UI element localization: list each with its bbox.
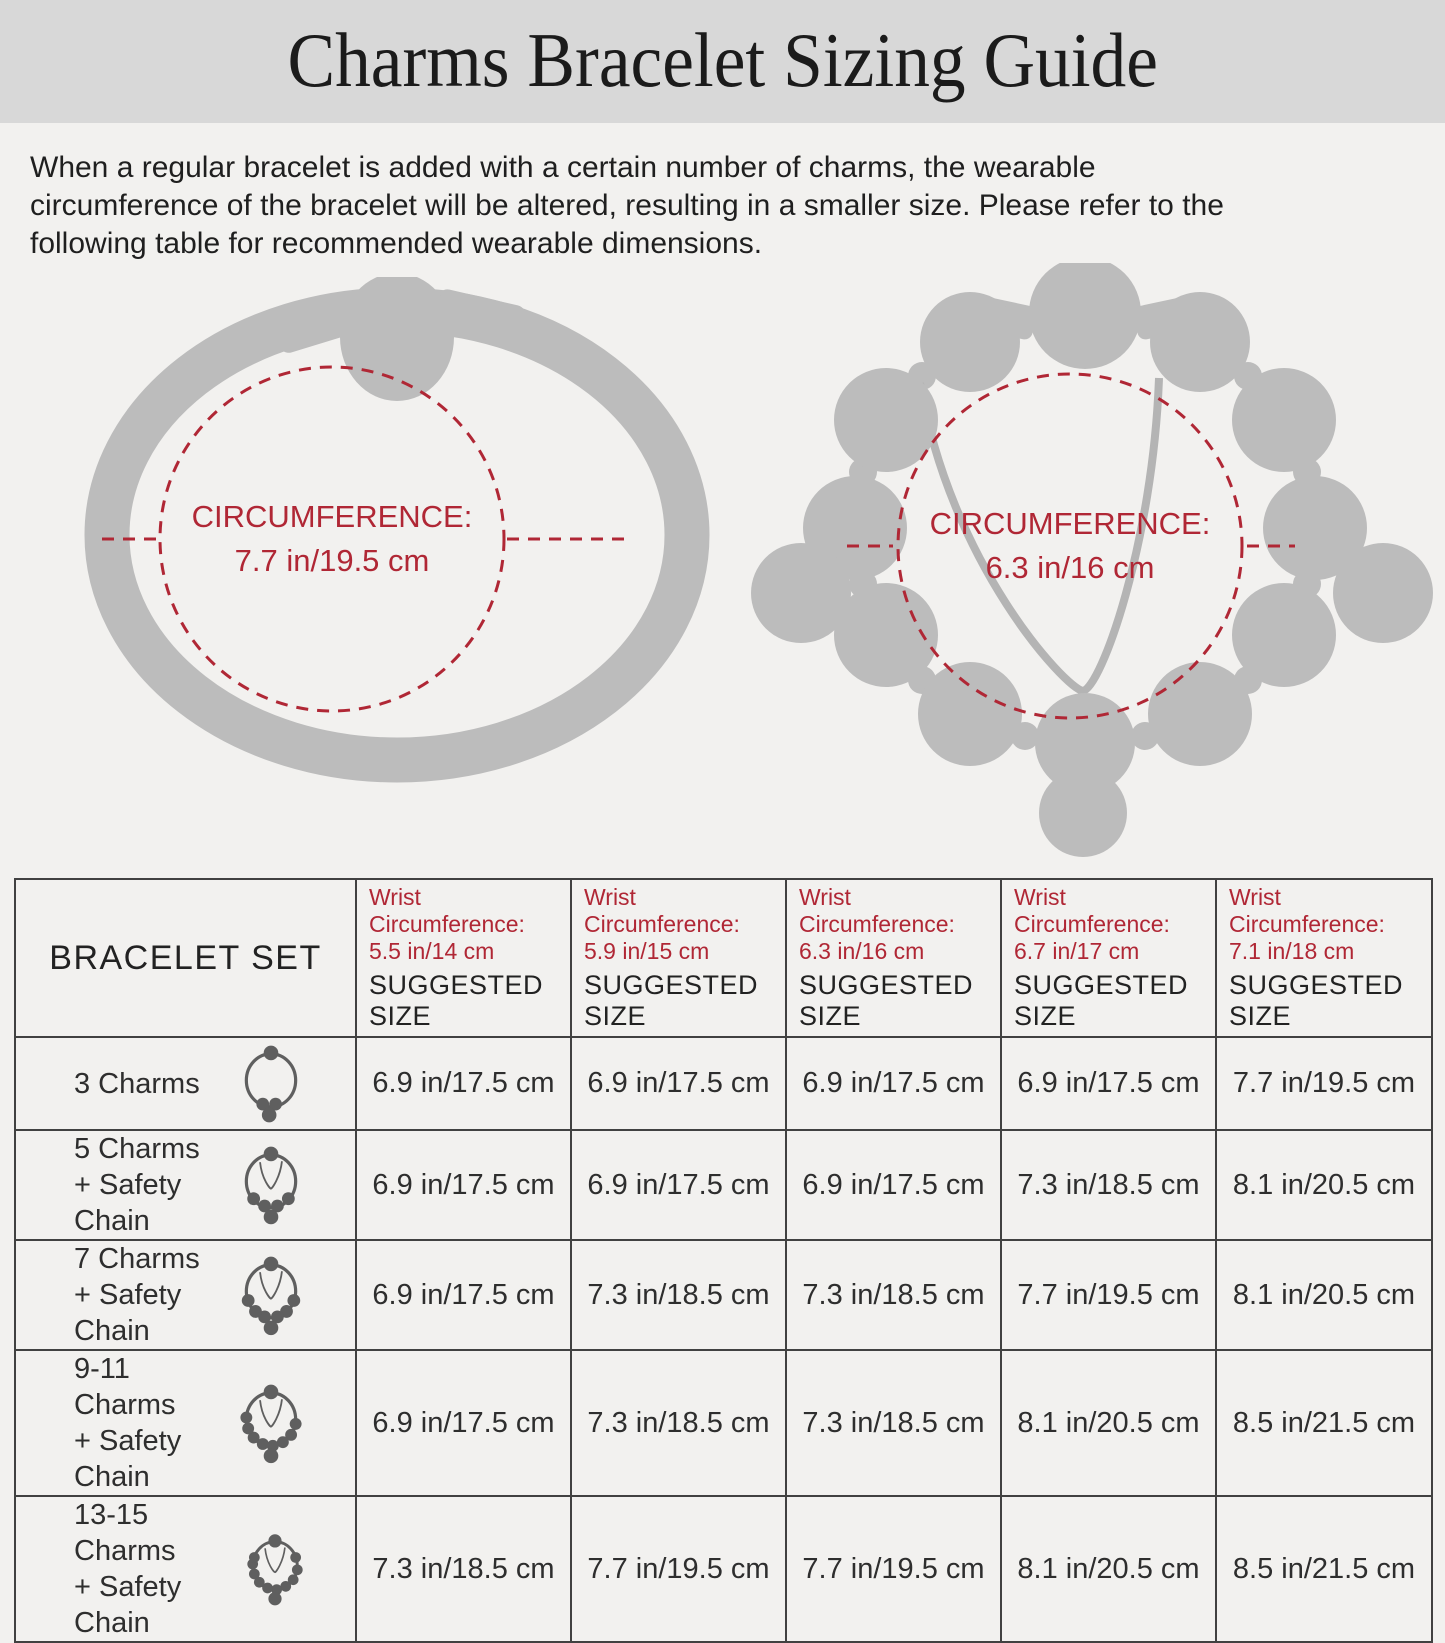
wrist-circumference-label: Wrist Circumference: xyxy=(1014,884,1170,937)
title-band xyxy=(0,0,1445,123)
bracelet-3-charms-icon xyxy=(229,1042,313,1126)
column-header-2 xyxy=(571,879,786,1037)
suggested-size-label: SUGGESTED SIZE xyxy=(584,970,759,1031)
size-value: 6.9 in/17.5 cm xyxy=(1001,1037,1216,1130)
size-value: 8.5 in/21.5 cm xyxy=(1216,1496,1432,1642)
wrist-circumference-value: 6.3 in/16 cm xyxy=(799,938,925,964)
bracelet-set-cell xyxy=(15,1240,356,1350)
size-value: 8.1 in/20.5 cm xyxy=(1216,1240,1432,1350)
wrist-circumference-value: 5.9 in/15 cm xyxy=(584,938,710,964)
set-chain: + Safety Chain xyxy=(74,1169,182,1237)
size-value: 7.3 in/18.5 cm xyxy=(356,1496,571,1642)
sizing-table xyxy=(14,878,1433,1643)
bracelet-set-header: BRACELET SET xyxy=(15,879,356,1037)
size-value: 6.9 in/17.5 cm xyxy=(786,1130,1001,1240)
size-value: 7.7 in/19.5 cm xyxy=(571,1496,786,1642)
wrist-circumference-label: Wrist Circumference: xyxy=(369,884,525,937)
wrist-circumference-label: Wrist Circumference: xyxy=(584,884,740,937)
suggested-size-label: SUGGESTED SIZE xyxy=(1014,970,1189,1031)
size-value: 8.1 in/20.5 cm xyxy=(1001,1496,1216,1642)
set-chain: + Safety Chain xyxy=(74,1571,182,1639)
circumference-value: 6.3 in/16 cm xyxy=(985,550,1155,585)
set-name: 13-15 Charms xyxy=(74,1499,176,1567)
table-row xyxy=(15,1496,1432,1642)
intro-line-1: When a regular bracelet is added with a certain number of charms, the wearable xyxy=(30,151,1096,184)
plain-bracelet-illustration xyxy=(62,277,722,873)
bracelet-13-15-charms-icon xyxy=(237,1531,313,1607)
bracelet-set-cell xyxy=(15,1350,356,1496)
size-value: 8.5 in/21.5 cm xyxy=(1216,1350,1432,1496)
wrist-circumference-label: Wrist Circumference: xyxy=(1229,884,1385,937)
wrist-circumference-value: 5.5 in/14 cm xyxy=(369,938,495,964)
size-value: 7.3 in/18.5 cm xyxy=(786,1350,1001,1496)
size-value: 6.9 in/17.5 cm xyxy=(786,1037,1001,1130)
table-row xyxy=(15,1130,1432,1240)
wrist-circumference-value: 6.7 in/17 cm xyxy=(1014,938,1140,964)
size-value: 7.3 in/18.5 cm xyxy=(571,1240,786,1350)
bracelet-set-cell xyxy=(15,1130,356,1240)
set-name: 3 Charms xyxy=(74,1067,200,1100)
circumference-value: 7.7 in/19.5 cm xyxy=(234,543,430,578)
set-name: 7 Charms xyxy=(74,1243,200,1275)
table-row xyxy=(15,1350,1432,1496)
charm-bracelet-illustration xyxy=(735,263,1445,863)
size-value: 7.7 in/19.5 cm xyxy=(786,1496,1001,1642)
table-header-row xyxy=(15,879,1432,1037)
wrist-circumference-value: 7.1 in/18 cm xyxy=(1229,938,1355,964)
bracelet-set-cell xyxy=(15,1496,356,1642)
suggested-size-label: SUGGESTED SIZE xyxy=(1229,970,1404,1031)
column-header-4 xyxy=(1001,879,1216,1037)
bracelet-5-charms-icon xyxy=(229,1143,313,1227)
size-value: 8.1 in/20.5 cm xyxy=(1216,1130,1432,1240)
size-value: 7.3 in/18.5 cm xyxy=(786,1240,1001,1350)
circumference-dashed-circle xyxy=(160,367,504,711)
size-value: 6.9 in/17.5 cm xyxy=(356,1130,571,1240)
bracelet-set-cell xyxy=(15,1037,356,1130)
size-value: 6.9 in/17.5 cm xyxy=(356,1240,571,1350)
bracelet-figures xyxy=(0,263,1445,873)
intro-line-2: circumference of the bracelet will be altered, resulting in a smaller size. Please refer to the xyxy=(30,189,1224,222)
size-value: 7.7 in/19.5 cm xyxy=(1216,1037,1432,1130)
suggested-size-label: SUGGESTED SIZE xyxy=(799,970,974,1031)
set-name: 5 Charms xyxy=(74,1133,200,1165)
size-value: 6.9 in/17.5 cm xyxy=(571,1130,786,1240)
bracelet-7-charms-icon xyxy=(229,1253,313,1337)
circumference-label: CIRCUMFERENCE: xyxy=(191,499,473,534)
page-title: Charms Bracelet Sizing Guide xyxy=(287,18,1158,104)
size-value: 7.3 in/18.5 cm xyxy=(571,1350,786,1496)
circumference-label: CIRCUMFERENCE: xyxy=(929,506,1211,541)
size-value: 6.9 in/17.5 cm xyxy=(356,1037,571,1130)
intro-line-3: following table for recommended wearable dimensions. xyxy=(30,227,763,260)
column-header-5 xyxy=(1216,879,1432,1037)
suggested-size-label: SUGGESTED SIZE xyxy=(369,970,544,1031)
set-chain: + Safety Chain xyxy=(74,1425,182,1493)
table-row xyxy=(15,1037,1432,1130)
size-value: 6.9 in/17.5 cm xyxy=(571,1037,786,1130)
column-header-1 xyxy=(356,879,571,1037)
size-value: 8.1 in/20.5 cm xyxy=(1001,1350,1216,1496)
size-value: 7.7 in/19.5 cm xyxy=(1001,1240,1216,1350)
size-value: 6.9 in/17.5 cm xyxy=(356,1350,571,1496)
set-chain: + Safety Chain xyxy=(74,1279,182,1347)
intro-text xyxy=(0,123,1445,263)
wrist-circumference-label: Wrist Circumference: xyxy=(799,884,955,937)
bracelet-9-11-charms-icon xyxy=(229,1381,313,1465)
table-row xyxy=(15,1240,1432,1350)
set-name: 9-11 Charms xyxy=(74,1353,176,1421)
clasp-bead xyxy=(340,277,454,401)
column-header-3 xyxy=(786,879,1001,1037)
size-value: 7.3 in/18.5 cm xyxy=(1001,1130,1216,1240)
